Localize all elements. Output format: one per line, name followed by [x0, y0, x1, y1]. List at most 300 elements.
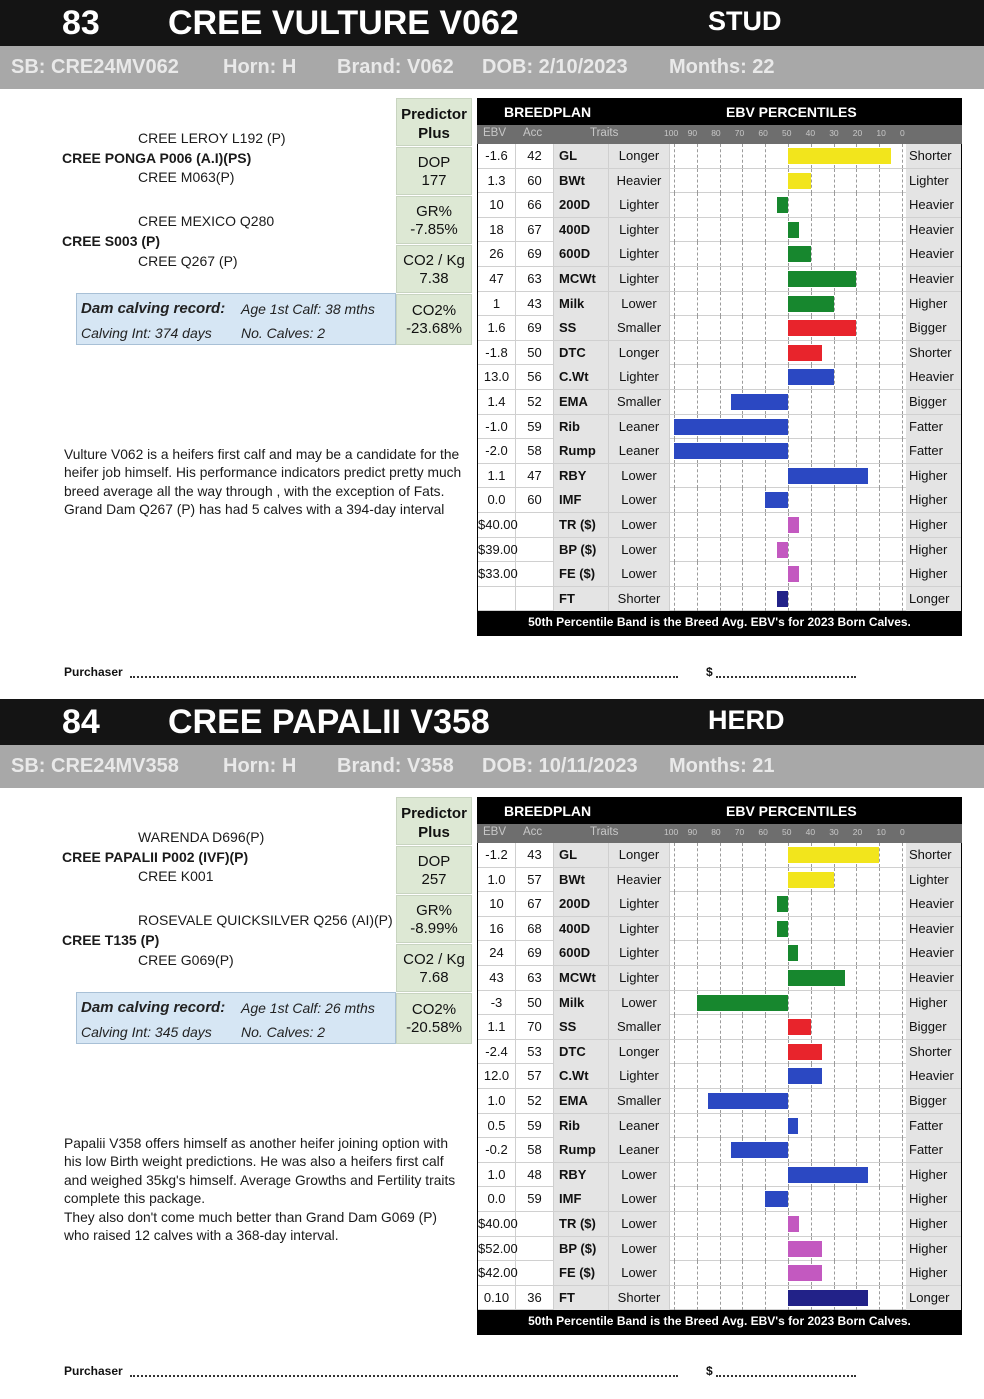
percentile-gridline: [720, 1187, 721, 1211]
trait-name: GL: [554, 843, 609, 867]
percentile-gridline: [879, 390, 880, 414]
percentile-track: [670, 1089, 906, 1113]
percentile-gridline: [765, 267, 766, 291]
percentile-scale-tick: 70: [734, 827, 745, 837]
accuracy-value: [516, 1212, 554, 1236]
percentile-track: [670, 843, 906, 867]
percentile-gridline: [879, 415, 880, 439]
percentile-gridline: [720, 868, 721, 892]
trait-name: DTC: [554, 341, 609, 365]
percentile-gridline: [742, 365, 743, 389]
percentile-gridline: [879, 538, 880, 562]
percentile-gridline: [788, 1089, 789, 1113]
percentile-gridline: [879, 917, 880, 941]
ebv-row: [478, 193, 961, 218]
trait-high-label: Shorter: [906, 843, 961, 867]
percentile-gridline: [742, 1015, 743, 1039]
percentile-gridline: [720, 169, 721, 193]
percentile-gridline: [674, 1163, 675, 1187]
percentile-gridline: [697, 868, 698, 892]
trait-low-label: Lighter: [609, 242, 670, 266]
percentile-gridline: [902, 513, 903, 537]
percentile-track: [670, 1261, 906, 1285]
percentile-gridline: [879, 1138, 880, 1162]
percentile-scale-tick: 70: [734, 128, 745, 138]
percentile-gridline: [674, 1064, 675, 1088]
accuracy-value: [516, 562, 554, 586]
percentile-gridline: [674, 991, 675, 1015]
pedigree-dam: CREE S003 (P): [62, 233, 161, 249]
price-field[interactable]: [716, 676, 856, 678]
trait-low-label: Leaner: [609, 415, 670, 439]
percentile-gridline: [879, 341, 880, 365]
percentile-gridline: [674, 538, 675, 562]
ebv-value: 1.0: [478, 1163, 516, 1187]
date-of-birth: DOB: 2/10/2023: [482, 56, 628, 78]
percentile-gridline: [674, 390, 675, 414]
dam-record-title: Dam calving record:: [81, 300, 226, 317]
trait-name: GL: [554, 144, 609, 168]
ebv-value: 43: [478, 966, 516, 990]
percentile-gridline: [674, 843, 675, 867]
percentile-gridline: [902, 169, 903, 193]
percentile-gridline: [765, 1040, 766, 1064]
trait-name: FT: [554, 1286, 609, 1310]
trait-low-label: Lighter: [609, 917, 670, 941]
ebv-row: [478, 892, 961, 917]
percentile-gridline: [902, 1114, 903, 1138]
percentile-gridline: [811, 390, 812, 414]
percentile-gridline: [834, 218, 835, 242]
percentile-gridline: [811, 439, 812, 463]
trait-low-label: Lower: [609, 991, 670, 1015]
percentile-gridline: [788, 1138, 789, 1162]
percentile-gridline: [765, 1237, 766, 1261]
ebv-percentiles-label: EBV PERCENTILES: [726, 803, 857, 819]
percentile-gridline: [720, 941, 721, 965]
purchaser-field[interactable]: [130, 676, 678, 678]
percentile-gridline: [720, 193, 721, 217]
percentile-gridline: [720, 562, 721, 586]
percentile-gridline: [742, 1040, 743, 1064]
trait-high-label: Bigger: [906, 1089, 961, 1113]
percentile-track: [670, 464, 906, 488]
trait-low-label: Shorter: [609, 1286, 670, 1310]
predictor-co2-pct: [396, 294, 472, 345]
trait-high-label: Heavier: [906, 218, 961, 242]
percentile-gridline: [720, 365, 721, 389]
percentile-gridline: [742, 966, 743, 990]
trait-name: EMA: [554, 390, 609, 414]
ebv-value: $40.00: [478, 1212, 516, 1236]
predictor-dop: [396, 846, 472, 894]
percentile-track: [670, 1163, 906, 1187]
percentile-gridline: [674, 316, 675, 340]
predictor-gr: [396, 196, 472, 244]
percentile-gridline: [902, 991, 903, 1015]
purchaser-field[interactable]: [130, 1375, 678, 1377]
percentile-gridline: [834, 1138, 835, 1162]
co2-kg-value: 7.68: [419, 969, 449, 986]
percentile-gridline: [674, 144, 675, 168]
percentile-gridline: [834, 1089, 835, 1113]
percentile-gridline: [674, 242, 675, 266]
ebv-footer-note: 50th Percentile Band is the Breed Avg. EBV's for 2023 Born Calves.: [528, 615, 911, 629]
ebv-row: [478, 1261, 961, 1286]
ebv-row: [478, 1015, 961, 1040]
trait-high-label: Bigger: [906, 316, 961, 340]
trait-low-label: Smaller: [609, 1089, 670, 1113]
percentile-gridline: [674, 464, 675, 488]
percentile-track: [670, 1286, 906, 1310]
accuracy-value: 66: [516, 193, 554, 217]
percentile-gridline: [879, 1187, 880, 1211]
dop-label: DOP: [417, 154, 451, 171]
percentile-track: [670, 169, 906, 193]
dop-value: 177: [421, 172, 447, 189]
percentile-track: [670, 1187, 906, 1211]
trait-low-label: Leaner: [609, 1138, 670, 1162]
percentile-gridline: [742, 538, 743, 562]
trait-low-label: Smaller: [609, 1015, 670, 1039]
dam-calving-record: [76, 992, 396, 1044]
percentile-gridline: [902, 1015, 903, 1039]
percentile-gridline: [879, 169, 880, 193]
trait-low-label: Lower: [609, 562, 670, 586]
percentile-gridline: [674, 1040, 675, 1064]
ebv-row: [478, 488, 961, 513]
trait-low-label: Longer: [609, 843, 670, 867]
pedigree-sire-sire: CREE LEROY L192 (P): [138, 130, 286, 146]
pedigree-dam-dam: CREE G069(P): [138, 952, 234, 968]
trait-name: BP ($): [554, 538, 609, 562]
percentile-gridline: [811, 193, 812, 217]
trait-name: IMF: [554, 1187, 609, 1211]
percentile-gridline: [834, 292, 835, 316]
trait-low-label: Heavier: [609, 169, 670, 193]
percentile-gridline: [720, 1114, 721, 1138]
percentile-gridline: [902, 415, 903, 439]
price-label: $: [706, 1364, 713, 1378]
percentile-gridline: [674, 267, 675, 291]
trait-name: TR ($): [554, 513, 609, 537]
trait-low-label: Lower: [609, 488, 670, 512]
percentile-bar: [788, 296, 834, 312]
accuracy-value: 59: [516, 415, 554, 439]
percentile-scale-tick: 50: [782, 827, 792, 837]
accuracy-value: 69: [516, 316, 554, 340]
percentile-gridline: [879, 439, 880, 463]
percentile-gridline: [674, 169, 675, 193]
percentile-gridline: [902, 1040, 903, 1064]
trait-high-label: Higher: [906, 1163, 961, 1187]
percentile-track: [670, 1237, 906, 1261]
ebv-row: [478, 1040, 961, 1065]
trait-name: Rib: [554, 415, 609, 439]
percentile-gridline: [879, 1212, 880, 1236]
ebv-row: [478, 941, 961, 966]
accuracy-value: 43: [516, 843, 554, 867]
trait-high-label: Fatter: [906, 1114, 961, 1138]
percentile-gridline: [788, 193, 789, 217]
ebv-value: $40.00: [478, 513, 516, 537]
percentile-gridline: [742, 1237, 743, 1261]
percentile-scale-tick: 100: [664, 128, 679, 138]
percentile-gridline: [902, 1064, 903, 1088]
gr-label: GR%: [416, 902, 452, 919]
trait-name: 400D: [554, 218, 609, 242]
percentile-gridline: [720, 144, 721, 168]
percentile-gridline: [742, 267, 743, 291]
dam-record-title: Dam calving record:: [81, 999, 226, 1016]
percentile-gridline: [811, 513, 812, 537]
percentile-scale-tick: 40: [805, 827, 816, 837]
ebv-row: [478, 1187, 961, 1212]
percentile-bar: [788, 1044, 822, 1060]
percentile-track: [670, 1015, 906, 1039]
trait-high-label: Bigger: [906, 1015, 961, 1039]
percentile-gridline: [720, 587, 721, 611]
percentile-gridline: [788, 439, 789, 463]
percentile-gridline: [674, 193, 675, 217]
percentile-gridline: [902, 341, 903, 365]
percentile-gridline: [742, 144, 743, 168]
trait-low-label: Lower: [609, 1237, 670, 1261]
ebv-value: 1.1: [478, 464, 516, 488]
percentile-gridline: [856, 218, 857, 242]
ebv-row: [478, 390, 961, 415]
accuracy-value: [516, 538, 554, 562]
percentile-scale-tick: 30: [829, 827, 839, 837]
accuracy-value: 56: [516, 365, 554, 389]
percentile-gridline: [902, 868, 903, 892]
percentile-gridline: [788, 390, 789, 414]
percentile-gridline: [834, 1187, 835, 1211]
percentile-gridline: [742, 169, 743, 193]
percentile-gridline: [811, 941, 812, 965]
ebv-row: [478, 1138, 961, 1163]
trait-name: FT: [554, 587, 609, 611]
percentile-gridline: [902, 1138, 903, 1162]
trait-name: BP ($): [554, 1237, 609, 1261]
trait-name: Milk: [554, 292, 609, 316]
percentile-gridline: [834, 538, 835, 562]
co2-kg-value: 7.38: [419, 270, 449, 287]
percentile-gridline: [788, 415, 789, 439]
accuracy-value: 50: [516, 991, 554, 1015]
percentile-gridline: [856, 892, 857, 916]
pedigree-sire: CREE PAPALII P002 (IVF)(P): [62, 849, 249, 865]
ebv-row: [478, 1212, 961, 1237]
percentile-bar: [697, 995, 788, 1011]
ebv-value: -0.2: [478, 1138, 516, 1162]
ebv-row: [478, 316, 961, 341]
percentile-gridline: [811, 892, 812, 916]
percentile-gridline: [879, 1286, 880, 1310]
percentile-gridline: [674, 341, 675, 365]
pedigree-dam-sire: CREE MEXICO Q280: [138, 213, 275, 229]
ebv-row: [478, 218, 961, 243]
trait-low-label: Lower: [609, 1261, 670, 1285]
percentile-gridline: [674, 1261, 675, 1285]
percentile-gridline: [856, 341, 857, 365]
trait-low-label: Smaller: [609, 390, 670, 414]
accuracy-value: 70: [516, 1015, 554, 1039]
dop-value: 257: [421, 871, 447, 888]
percentile-gridline: [765, 868, 766, 892]
lot-header: [0, 0, 984, 46]
percentile-gridline: [674, 1114, 675, 1138]
accuracy-value: 50: [516, 341, 554, 365]
pedigree-sire-sire: WARENDA D696(P): [138, 829, 265, 845]
percentile-bar: [731, 1142, 788, 1158]
col-acc: Acc: [523, 127, 543, 139]
predictor-co2-kg: [396, 944, 472, 992]
percentile-gridline: [720, 218, 721, 242]
percentile-gridline: [720, 1261, 721, 1285]
percentile-gridline: [856, 415, 857, 439]
dam-calving-interval: Calving Int: 345 days: [81, 1024, 212, 1040]
percentile-scale-tick: 80: [711, 128, 721, 138]
ebv-value: -1.6: [478, 144, 516, 168]
percentile-gridline: [742, 1064, 743, 1088]
lot-category: HERD: [708, 705, 785, 735]
percentile-gridline: [856, 966, 857, 990]
purchaser-label: Purchaser: [64, 1364, 123, 1378]
percentile-gridline: [879, 1040, 880, 1064]
percentile-gridline: [902, 1089, 903, 1113]
accuracy-value: 42: [516, 144, 554, 168]
trait-name: Milk: [554, 991, 609, 1015]
percentile-gridline: [674, 1015, 675, 1039]
percentile-scale-tick: 30: [829, 128, 839, 138]
ebv-value: 0.0: [478, 1187, 516, 1211]
percentile-scale-tick: 10: [876, 128, 886, 138]
percentile-scale-tick: 20: [852, 827, 863, 837]
percentile-track: [670, 439, 906, 463]
trait-name: RBY: [554, 464, 609, 488]
percentile-gridline: [742, 488, 743, 512]
percentile-gridline: [856, 538, 857, 562]
percentile-gridline: [720, 1138, 721, 1162]
percentile-bar: [731, 394, 788, 410]
percentile-gridline: [856, 562, 857, 586]
lot-description: [64, 1135, 464, 1245]
lot-number: 84: [62, 703, 100, 741]
ebv-footer-note: 50th Percentile Band is the Breed Avg. EBV's for 2023 Born Calves.: [528, 1314, 911, 1328]
percentile-gridline: [697, 1064, 698, 1088]
percentile-gridline: [902, 917, 903, 941]
ebv-row: [478, 1237, 961, 1262]
trait-low-label: Lower: [609, 1187, 670, 1211]
brand: Brand: V062: [337, 56, 454, 78]
percentile-gridline: [765, 1015, 766, 1039]
percentile-gridline: [765, 892, 766, 916]
ebv-row: [478, 538, 961, 563]
percentile-gridline: [902, 316, 903, 340]
percentile-track: [670, 1114, 906, 1138]
percentile-scale-tick: 50: [782, 128, 792, 138]
percentile-gridline: [674, 966, 675, 990]
percentile-track: [670, 242, 906, 266]
trait-name: FE ($): [554, 1261, 609, 1285]
trait-high-label: Heavier: [906, 966, 961, 990]
percentile-gridline: [834, 439, 835, 463]
percentile-gridline: [742, 242, 743, 266]
col-acc: Acc: [523, 826, 543, 838]
percentile-gridline: [811, 917, 812, 941]
accuracy-value: 36: [516, 1286, 554, 1310]
co2-pct-value: -20.58%: [406, 1019, 462, 1036]
percentile-gridline: [879, 1261, 880, 1285]
percentile-gridline: [742, 292, 743, 316]
percentile-gridline: [720, 1237, 721, 1261]
trait-high-label: Fatter: [906, 439, 961, 463]
accuracy-value: 43: [516, 292, 554, 316]
price-field[interactable]: [716, 1375, 856, 1377]
percentile-gridline: [697, 464, 698, 488]
col-ebv: EBV: [483, 127, 507, 139]
description-paragraph: They also don't come much better than Grand Dam G069 (P) who raised 12 calves with a 368-day interval.: [64, 1209, 438, 1244]
percentile-gridline: [902, 1187, 903, 1211]
percentile-gridline: [811, 488, 812, 512]
accuracy-value: 60: [516, 169, 554, 193]
percentile-gridline: [879, 1015, 880, 1039]
trait-high-label: Higher: [906, 538, 961, 562]
percentile-gridline: [811, 1114, 812, 1138]
accuracy-value: 69: [516, 941, 554, 965]
percentile-bar: [674, 443, 788, 459]
percentile-gridline: [788, 892, 789, 916]
sb-number: SB: CRE24MV358: [11, 755, 179, 777]
dam-calving-interval: Calving Int: 374 days: [81, 325, 212, 341]
percentile-gridline: [742, 1163, 743, 1187]
pedigree-sire-dam: CREE K001: [138, 868, 214, 884]
co2-kg-label: CO2 / Kg: [403, 252, 465, 269]
trait-low-label: Lighter: [609, 218, 670, 242]
percentile-bar: [674, 419, 788, 435]
percentile-gridline: [856, 868, 857, 892]
ebv-value: 1.6: [478, 316, 516, 340]
trait-name: 200D: [554, 193, 609, 217]
dam-age-first-calf: Age 1st Calf: 38 mths: [241, 301, 375, 317]
percentile-bar: [788, 945, 798, 961]
accuracy-value: 57: [516, 1064, 554, 1088]
percentile-gridline: [879, 193, 880, 217]
ebv-value: [478, 587, 516, 611]
percentile-gridline: [788, 991, 789, 1015]
percentile-gridline: [834, 991, 835, 1015]
ebv-value: 24: [478, 941, 516, 965]
percentile-gridline: [856, 917, 857, 941]
trait-low-label: Lighter: [609, 365, 670, 389]
co2-pct-value: -23.68%: [406, 320, 462, 337]
percentile-gridline: [742, 917, 743, 941]
percentile-gridline: [674, 513, 675, 537]
percentile-gridline: [902, 144, 903, 168]
percentile-gridline: [765, 341, 766, 365]
accuracy-value: 63: [516, 966, 554, 990]
trait-high-label: Higher: [906, 464, 961, 488]
ebv-row: [478, 464, 961, 489]
ebv-row: [478, 169, 961, 194]
trait-name: MCWt: [554, 966, 609, 990]
percentile-gridline: [720, 1212, 721, 1236]
percentile-gridline: [697, 1040, 698, 1064]
percentile-gridline: [697, 1163, 698, 1187]
accuracy-value: 57: [516, 868, 554, 892]
predictor-co2-pct: [396, 993, 472, 1044]
